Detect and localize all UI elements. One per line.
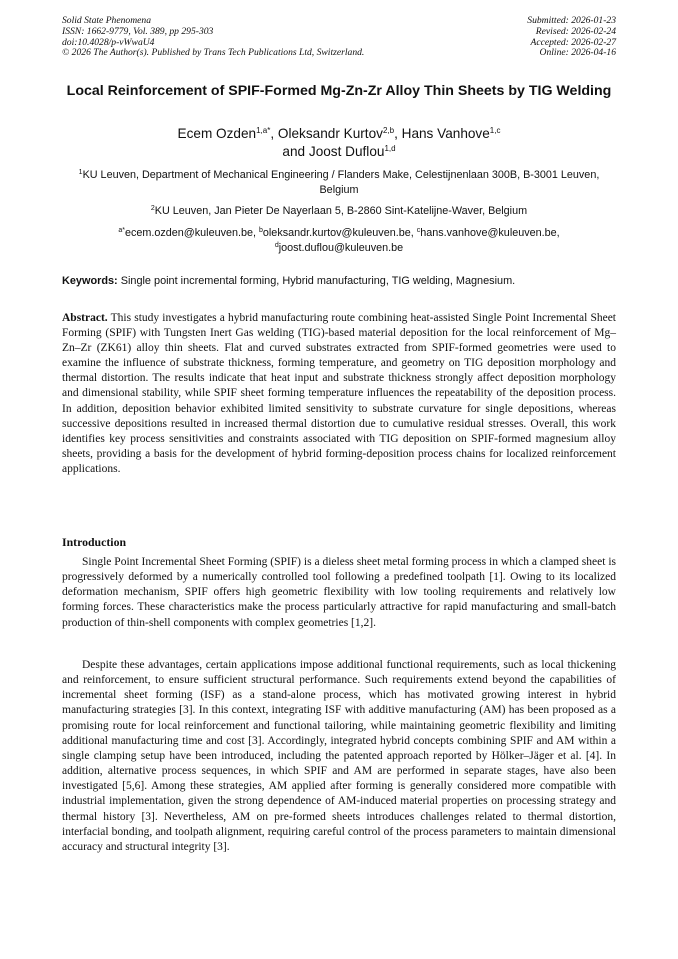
- email-address[interactable]: joost.duflou@kuleuven.be: [278, 241, 404, 254]
- email-list: [62, 226, 616, 255]
- submitted-date: Submitted: 2026-01-23: [527, 15, 616, 26]
- introduction-paragraph-1: Single Point Incremental Sheet Forming (SPIF) is a dieless sheet metal forming process in which a clamped sheet is progressively deformed by a numerically controlled tool following a predefined toolpath [1]. Owing to its localized deformation mechanism, SPIF offers high geometric flexibility with low tooling requirements and relatively low forming forces. These characteristics make the process particularly attractive for rapid manufacturing and small-batch production of thin-shell components with complex geometries [1,2].: [62, 556, 616, 629]
- affiliation-marker: 1: [78, 169, 83, 176]
- paper-title: Local Reinforcement of SPIF-Formed Mg-Zn-Zr Alloy Thin Sheets by TIG Welding: [66, 83, 612, 99]
- doi-line[interactable]: doi:10.4028/p-vWwaU4: [62, 36, 155, 48]
- affiliation-2: [62, 204, 616, 219]
- email-marker: a*: [118, 227, 125, 234]
- journal-name: Solid State Phenomena: [62, 15, 151, 26]
- affiliation-marker: 2: [150, 205, 155, 212]
- affiliation-1: [62, 168, 616, 197]
- email-marker: d: [274, 241, 279, 249]
- author-superscript: 1,d: [384, 144, 396, 153]
- accepted-date: Accepted: 2026-02-27: [530, 36, 616, 48]
- email-address[interactable]: ecem.ozden@kuleuven.be,: [124, 227, 256, 239]
- author-superscript: 2,b: [382, 126, 395, 135]
- abstract-paragraph: [62, 311, 616, 477]
- abstract-label: Abstract.: [62, 312, 108, 324]
- author-name: Ecem Ozden: [177, 126, 257, 141]
- keywords-text: Single point incremental forming, Hybrid manufacturing, TIG welding, Magnesium.: [120, 275, 516, 287]
- author-list: Ecem Ozden$^{1,a*}$, Oleksandr Kurtov$^{2,b}$, Hans Vanhove$^{1,c}$ and Joost Duflou$^{1,d}$: [177, 126, 501, 159]
- affiliation-text: KU Leuven, Jan Pieter De Nayerlaan 5, B-2860 Sint-Katelijne-Waver, Belgium: [154, 205, 528, 217]
- copyright-line: © 2026 The Author(s). Published by Trans Tech Publications Ltd, Switzerland.: [62, 47, 365, 59]
- author-name: Joost Duflou: [308, 144, 385, 159]
- affiliation-text: KU Leuven, Department of Mechanical Engineering / Flanders Make, Celestijnenlaan 300B, B-3001 Leuven, Belgium: [82, 169, 600, 196]
- author-connector: and: [282, 144, 306, 159]
- keywords-label: Keywords:: [62, 275, 118, 287]
- email-marker: b: [259, 227, 263, 234]
- online-date: Online: 2026-04-16: [539, 47, 616, 59]
- author-name: Oleksandr Kurtov: [277, 126, 383, 141]
- introduction-heading: Introduction: [62, 535, 127, 549]
- publication-info: [62, 16, 364, 59]
- publication-dates: [527, 16, 616, 59]
- author-name: Hans Vanhove: [401, 126, 490, 141]
- introduction-paragraph-2: Despite these advantages, certain applications impose additional functional requirements, such as local thickening and reinforcement, to ensure sufficient structural performance. Such requirements extend beyond the capabilities of incremental sheet forming (ISF) as a stand-alone process, which has motivated growing interest in hybrid manufacturing strategies [3]. In this context, integrating ISF with additive manufacturing (AM) has been proposed as a promising route for local reinforcement and functional tailoring, while maintaining geometric flexibility and limiting additional manufacturing time and cost [3]. Accordingly, integrated hybrid concepts combining SPIF and AM within a single clamping setup have been introduced, including the patented approach reported by Hölker–Jäger et al. [4]. In addition, alternative process sequences, in which SPIF and AM are performed in separate stages, have also been investigated [5,6]. Among these strategies, AM applied after forming is generally considered more compatible with industrial implementation, given the strong dependence of AM-induced material properties on processing strategy and thermal history [3]. Nevertheless, AM on pre-formed sheets introduces challenges related to thermal distortion, interfacial bonding, and toolpath alignment, requiring careful control of the process parameters to maintain dimensional accuracy and structural integrity [3].: [62, 659, 616, 853]
- revised-date: Revised: 2026-02-24: [535, 25, 616, 37]
- email-address[interactable]: hans.vanhove@kuleuven.be,: [420, 227, 560, 239]
- issn-line: ISSN: 1662-9779, Vol. 389, pp 295-303: [62, 25, 214, 37]
- email-address[interactable]: oleksandr.kurtov@kuleuven.be,: [262, 227, 414, 239]
- email-marker: c: [416, 227, 421, 234]
- abstract-text: This study investigates a hybrid manufacturing route combining heat-assisted Single Point Incremental Sheet Forming (SPIF) with Tungsten Inert Gas welding (TIG)-based material deposition for the local reinforcement of Mg–Zn–Zr (ZK61) alloy thin sheets. Flat and curved substrates extracted from SPIF-formed geometries were used to examine the influence of substrate thickness, forming temperature, and geometry on TIG deposition morphology and thermal distortion. The results indicate that heat input and substrate thickness strongly affect deposition morphology and dimensional stability, while SPIF sheet forming temperature influences the repeatability of the deposition process. In addition, deposition behavior exhibited limited sensitivity to substrate curvature for single depositions, whereas successive depositions resulted in increased thermal distortion due to cumulative residual stresses. Overall, this work identifies key process sensitivities and constraints associated with TIG deposition on SPIF-formed magnesium alloy sheets, providing a basis for the development of hybrid forming-deposition process chains for localized reinforcement applications.: [62, 312, 617, 475]
- author-superscript: 1,c: [489, 126, 501, 135]
- author-superscript: 1,a*: [256, 126, 271, 135]
- keywords-line: [62, 274, 616, 288]
